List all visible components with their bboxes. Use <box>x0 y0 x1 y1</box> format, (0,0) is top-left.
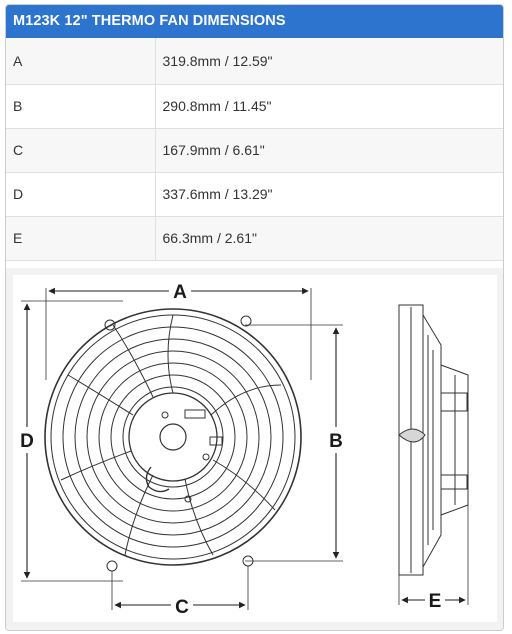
dimension-d-label: D <box>20 431 34 452</box>
fan-front-view <box>45 309 301 571</box>
dimension-c-label: C <box>175 597 189 618</box>
table-row <box>6 128 503 172</box>
dimension-value: 66.3mm / 2.61" <box>155 216 503 260</box>
card-title: M123K 12" THERMO FAN DIMENSIONS <box>6 5 503 38</box>
dimension-label: D <box>6 172 155 216</box>
dimension-value: 167.9mm / 6.61" <box>155 128 503 172</box>
dimension-e-label: E <box>428 591 442 612</box>
fan-side-view <box>399 305 468 575</box>
dimension-d <box>20 301 123 581</box>
fan-dimensions-card <box>5 4 504 631</box>
dimension-value: 337.6mm / 13.29" <box>155 172 503 216</box>
dimension-c <box>112 566 248 618</box>
table-row <box>6 216 503 260</box>
table-row <box>6 38 503 84</box>
dimension-label: C <box>6 128 155 172</box>
fan-drawing <box>13 275 497 622</box>
dimension-b <box>245 325 343 561</box>
dimension-label: B <box>6 84 155 128</box>
dimension-value: 319.8mm / 12.59" <box>155 38 503 84</box>
dimension-a-label: A <box>173 282 187 303</box>
dimension-label: E <box>6 216 155 260</box>
dimension-value: 290.8mm / 11.45" <box>155 84 503 128</box>
diagram-panel <box>6 268 503 630</box>
dimensions-table <box>6 38 503 261</box>
table-row <box>6 84 503 128</box>
dimension-label: A <box>6 38 155 84</box>
table-row <box>6 172 503 216</box>
dimension-b-label: B <box>329 431 343 452</box>
fan-diagram <box>13 275 497 622</box>
